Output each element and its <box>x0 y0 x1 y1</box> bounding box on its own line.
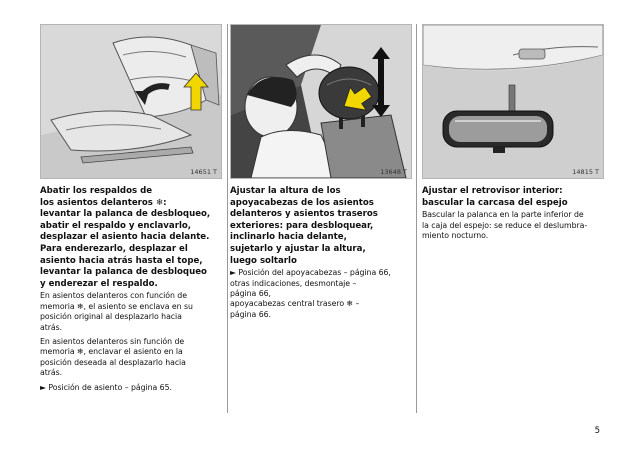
figure-mirror <box>422 24 604 179</box>
page-number: 5 <box>594 426 600 436</box>
figure-number: 14815 T <box>572 168 599 176</box>
figure-number: 13648 T <box>380 168 407 176</box>
paragraph-no-memory: En asientos delanteros sin función de memoria ❄, enclavar el asiento en la posición deseada al desplazarlo hacia atrás. <box>40 336 186 378</box>
seat-illustration <box>41 25 221 178</box>
column-mirror <box>422 24 604 241</box>
paragraph-memory: En asientos delanteros con función de memoria ❄, el asiento se enclava en su posición original al desplazarlo hacia atrás. <box>40 291 193 332</box>
column-seat-backrest <box>40 24 222 393</box>
figure-headrest <box>230 24 412 179</box>
figure-seat-backrest <box>40 24 222 179</box>
heading: Abatir los respaldos de los asientos delanteros ❄: levantar la palanca de desbloqueo, abatir el respaldo y enclavarlo, desplazar el asiento hacia delante. Para enderezarlo, desplazar el asiento hacia atrás hasta el tope, levantar la palanca de desbloqueo y enderezar el respaldo. <box>40 186 211 289</box>
column-divider-1 <box>227 24 228 413</box>
cross-reference: ► Posición de asiento – página 65. <box>40 382 172 392</box>
heading: Ajustar la altura de los apoyacabezas de los asientos delanteros y asientos traseros exteriores: para desbloquear, inclinarlo hacia delante, sujetarlo y ajustar la altura, luego soltarlo <box>230 186 378 266</box>
paragraph-mirror: Bascular la palanca en la parte inferior de la caja del espejo: se reduce el deslumbra- miento nocturno. <box>422 210 588 240</box>
mirror-illustration <box>423 25 603 178</box>
headrest-illustration <box>231 25 411 178</box>
figure-number: 14651 T <box>190 168 217 176</box>
heading: Ajustar el retrovisor interior: bascular la carcasa del espejo <box>422 186 568 208</box>
column-divider-2 <box>416 24 417 413</box>
column-headrest <box>230 24 412 320</box>
cross-reference: ► Posición del apoyacabezas – página 66, otras indicaciones, desmontaje – página 66, apoyacabezas central trasero ❄ – página 66. <box>230 268 391 319</box>
